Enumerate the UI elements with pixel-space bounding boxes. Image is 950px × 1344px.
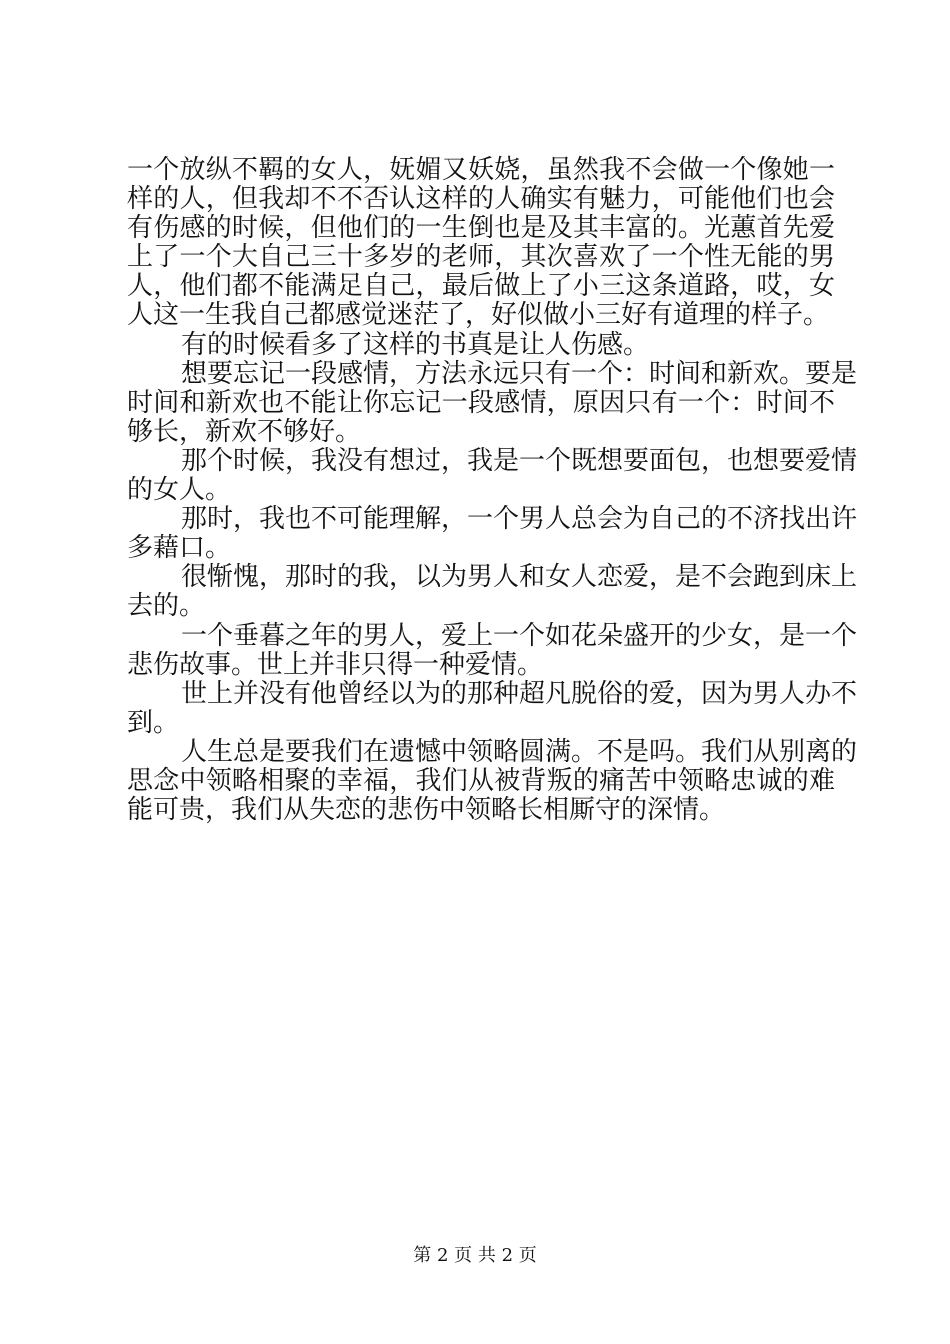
text-line: 的女人。	[127, 475, 232, 506]
text-line: 到。	[127, 707, 180, 738]
paragraph	[127, 445, 858, 506]
paragraph	[127, 156, 835, 331]
document-body	[127, 155, 858, 826]
text-line: 一个垂暮之年的男人，爱上一个如花朵盛开的少女，是一个	[181, 620, 858, 651]
text-line: 悲伤故事。世上并非只得一种爱情。	[127, 649, 544, 680]
paragraph	[127, 678, 858, 738]
text-line: 时间和新欢也不能让你忘记一段感情，原因只有一个：时间不	[127, 387, 835, 418]
page-number: 第 2 页 共 2 页	[413, 1245, 537, 1266]
text-line: 有的时候看多了这样的书真是让人伤感。	[181, 329, 650, 360]
text-line: 多藉口。	[127, 533, 232, 564]
text-line: 上了一个大自己三十多岁的老师，其次喜欢了一个性无能的男	[127, 242, 835, 273]
text-line: 很惭愧，那时的我，以为男人和女人恋爱，是不会跑到床上	[181, 562, 858, 593]
text-line: 思念中领略相聚的幸福，我们从被背叛的痛苦中领略忠诚的难	[127, 765, 835, 796]
text-line: 那时，我也不可能理解，一个男人总会为自己的不济找出许	[181, 504, 858, 535]
text-line: 那个时候，我没有想过，我是一个既想要面包，也想要爱情	[181, 445, 858, 476]
text-line: 人生总是要我们在遗憾中领略圆满。不是吗。我们从别离的	[181, 736, 858, 767]
text-line: 人这一生我自己都感觉迷茫了，好似做小三好有道理的样子。	[127, 300, 830, 331]
paragraph	[127, 358, 858, 447]
text-line: 一个放纵不羁的女人，妩媚又妖娆，虽然我不会做一个像她一	[127, 155, 835, 185]
text-line: 样的人，但我却不不否认这样的人确实有魅力，可能他们也会	[127, 184, 835, 215]
paragraph	[127, 620, 858, 680]
text-line: 去的。	[127, 591, 206, 622]
text-line: 有伤感的时候，但他们的一生倒也是及其丰富的。光蕙首先爱	[127, 213, 835, 244]
text-line: 世上并没有他曾经以为的那种超凡脱俗的爱，因为男人办不	[181, 678, 858, 709]
text-line: 人，他们都不能满足自己，最后做上了小三这条道路，哎，女	[127, 271, 835, 302]
paragraph	[127, 331, 835, 360]
text-line: 能可贵，我们从失恋的悲伤中领略长相厮守的深情。	[127, 795, 726, 826]
paragraph	[127, 504, 858, 564]
page-footer	[0, 1245, 950, 1267]
paragraph	[127, 736, 858, 826]
text-line: 想要忘记一段感情，方法永远只有一个：时间和新欢。要是	[181, 358, 858, 389]
paragraph	[127, 562, 858, 622]
text-line: 够长，新欢不够好。	[127, 416, 362, 447]
